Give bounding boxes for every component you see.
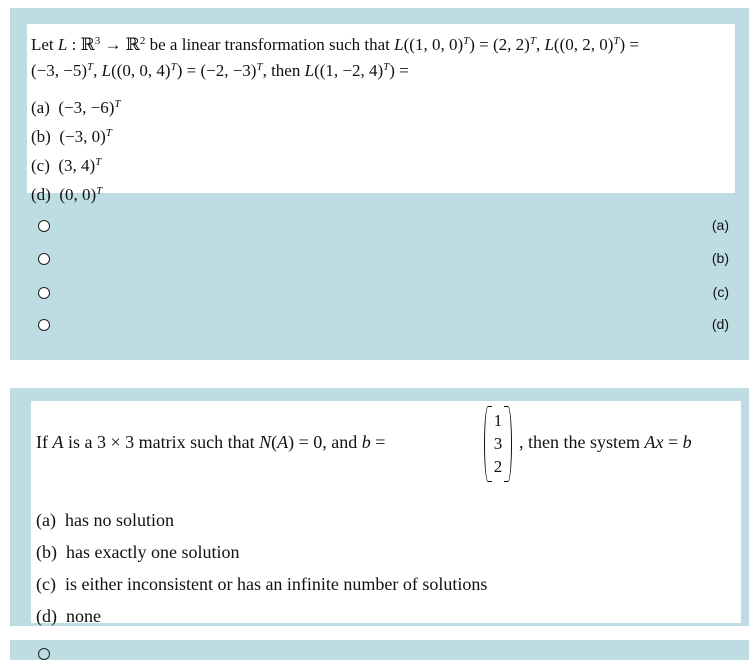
question-1-stem: Let L : ℝ$^3$ → ℝ$^2$ be a linear transformation such that L((1, 0, 0)$^T$) = (2, 2)$^T$, L((0, 2, 0)$^T$) = (−3, −5)$^T$, L((0, 0, 4)$^T$) = (−2, −3)$^T$, then L((1, −2, 4)$^T$) = bbox=[31, 35, 640, 80]
answer-choice-a[interactable] bbox=[10, 215, 749, 239]
question-card-2 bbox=[10, 388, 749, 626]
question-1-option-b: (b) (−3, 0)$^T$ bbox=[31, 127, 112, 146]
vector-entry: 2 bbox=[493, 457, 503, 476]
question-2-options bbox=[36, 504, 487, 632]
question-2-option-b: (b) has exactly one solution bbox=[36, 542, 240, 562]
answer-choice-d[interactable] bbox=[10, 314, 749, 338]
question-2-option-a: (a) has no solution bbox=[36, 510, 174, 530]
question-1-option-c: (c) (3, 4)$^T$ bbox=[31, 156, 102, 175]
question-2-body bbox=[31, 401, 741, 626]
answer-choice-b[interactable] bbox=[10, 248, 749, 272]
radio-button[interactable] bbox=[38, 220, 50, 232]
radio-button[interactable] bbox=[38, 648, 50, 660]
question-2-stem: If A is a 3 × 3 matrix such that N(A) = 0, and b = 1 3 2 , then the system Ax = b bbox=[36, 401, 741, 486]
vector-entry: 1 bbox=[493, 411, 503, 430]
question-1-option-a: (a) (−3, −6)$^T$ bbox=[31, 98, 121, 117]
question-2-option-d: (d) none bbox=[36, 606, 101, 626]
answer-choice-c[interactable] bbox=[10, 282, 749, 306]
answer-label: (c) bbox=[712, 284, 729, 300]
answer-label: (d) bbox=[711, 316, 729, 332]
radio-button[interactable] bbox=[38, 319, 50, 331]
question-2-option-c: (c) is either inconsistent or has an infinite number of solutions bbox=[36, 574, 488, 594]
vector-b bbox=[484, 406, 512, 482]
vector-entry: 3 bbox=[493, 434, 503, 453]
question-1-body bbox=[27, 24, 735, 204]
radio-button[interactable] bbox=[38, 287, 50, 299]
answer-label: (b) bbox=[711, 250, 729, 266]
question-card-1 bbox=[10, 8, 749, 360]
answer-choices-2-partial bbox=[10, 640, 749, 660]
answer-label: (a) bbox=[711, 217, 729, 233]
question-1-option-d: (d) (0, 0)$^T$ bbox=[31, 185, 103, 204]
radio-button[interactable] bbox=[38, 253, 50, 265]
question-1-options bbox=[27, 90, 735, 206]
